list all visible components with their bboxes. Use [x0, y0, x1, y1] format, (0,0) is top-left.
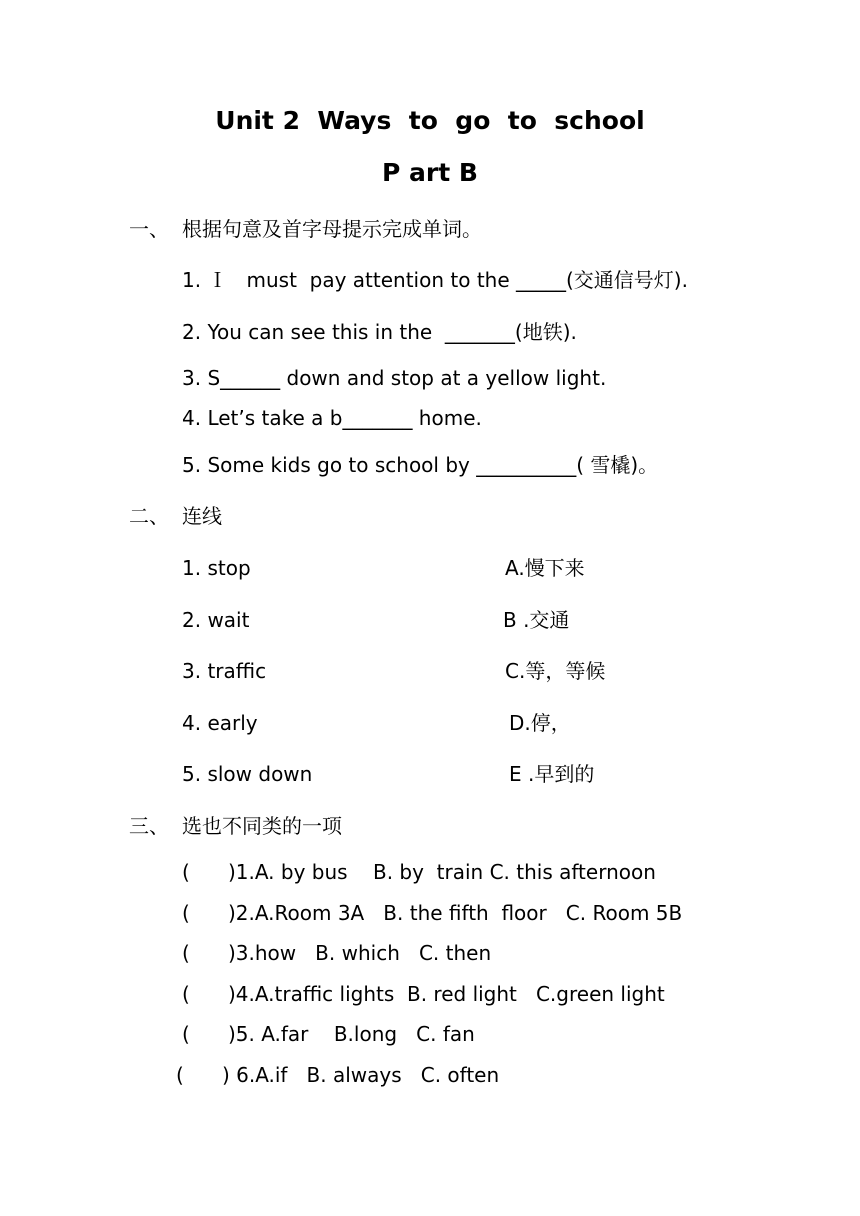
section1-item-5: 5. Some kids go to school by __________( 雪橇)。 — [182, 453, 659, 477]
match-left-3: 3. traffic — [182, 659, 267, 683]
match-left-2: 2. wait — [182, 608, 250, 632]
match-left-5: 5. slow down — [182, 762, 313, 786]
match-right-a: A.慢下来 — [505, 556, 585, 580]
match-left-4: 4. early — [182, 711, 258, 735]
select-item-3: ( )3.how B. which C. then — [182, 941, 492, 965]
match-right-e: E .早到的 — [509, 762, 595, 786]
section2-title: 连线 — [182, 504, 222, 528]
section1-item-3: 3. S______ down and stop at a yellow light. — [182, 366, 607, 390]
section3-title: 选也不同类的一项 — [182, 814, 342, 838]
match-left-1: 1. stop — [182, 556, 251, 580]
match-right-c: C.等，等候 — [505, 659, 606, 683]
section1-title: 根据句意及首字母提示完成单词。 — [182, 217, 482, 241]
select-item-5: ( )5. A.far B.long C. fan — [182, 1022, 475, 1046]
select-item-6: ( ) 6.A.if B. always C. often — [176, 1063, 500, 1087]
page-subtitle: P art B — [382, 158, 478, 187]
section3-number: 三、 — [129, 814, 169, 838]
match-right-b: B .交通 — [503, 608, 570, 632]
section1-item-1: 1. Ｉ must pay attention to the _____(交通信号灯). — [182, 268, 688, 292]
section1-item-4: 4. Let’s take a b_______ home. — [182, 406, 482, 430]
select-item-1: ( )1.A. by bus B. by train C. this afternoon — [182, 860, 656, 884]
page-title: Unit 2 Ways to go to school — [215, 106, 645, 135]
select-item-2: ( )2.A.Room 3A B. the fifth floor C. Room 5B — [182, 901, 683, 925]
section1-item-2: 2. You can see this in the _______(地铁). — [182, 320, 577, 344]
section2-number: 二、 — [129, 504, 169, 528]
section1-number: 一、 — [129, 217, 169, 241]
match-right-d: D.停， — [509, 711, 571, 735]
select-item-4: ( )4.A.traffic lights B. red light C.green light — [182, 982, 665, 1006]
